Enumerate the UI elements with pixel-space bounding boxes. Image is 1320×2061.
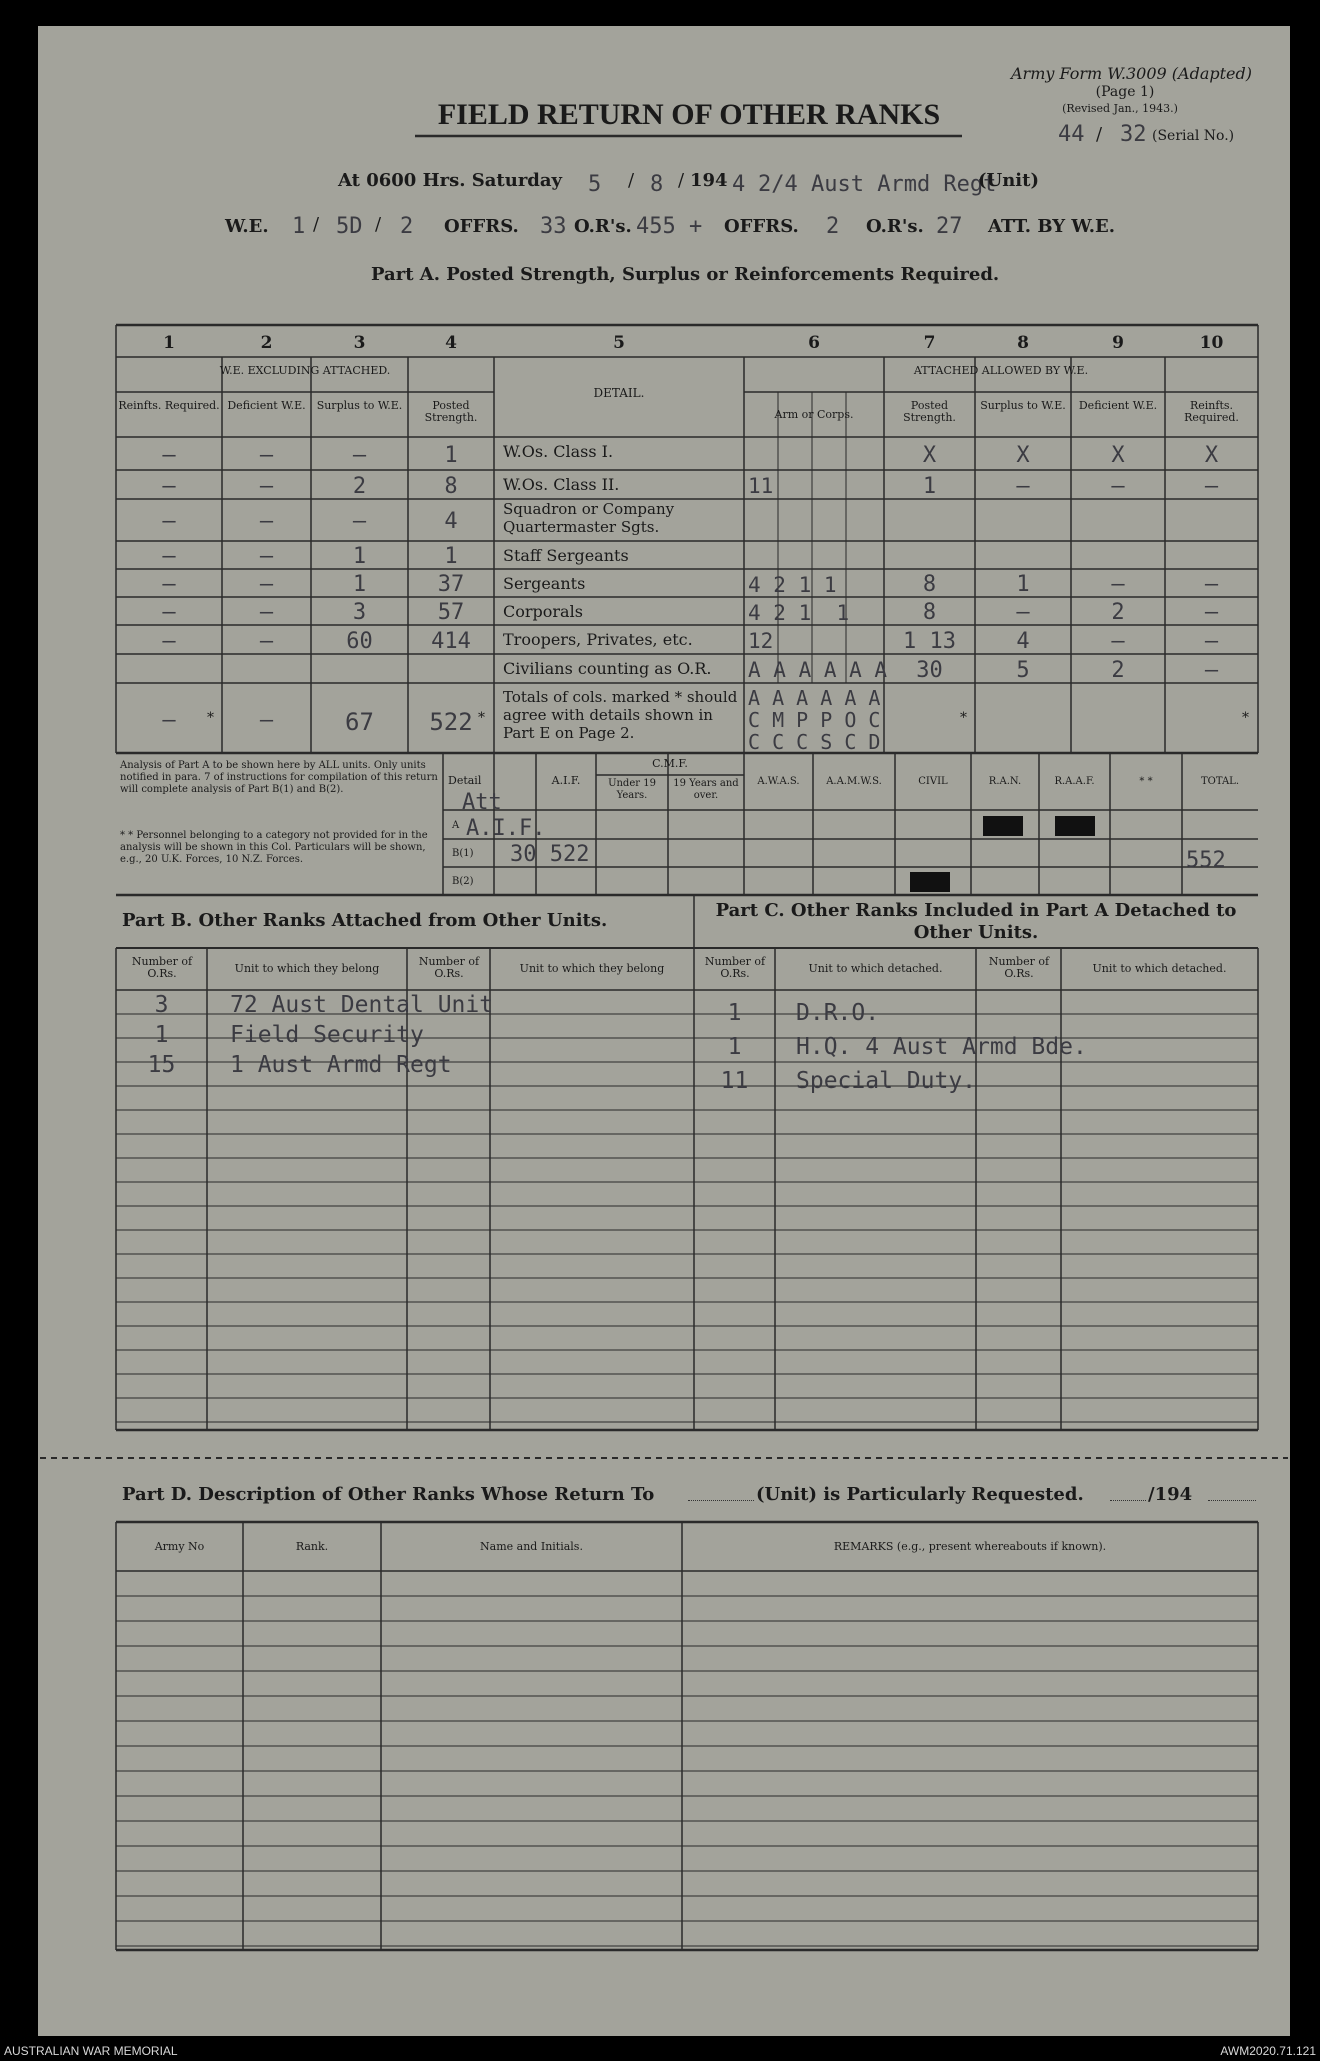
row-6-c9: –: [1111, 629, 1125, 654]
arm-corps-header: Arm or Corps.: [774, 408, 854, 421]
part-d-unit-blank[interactable]: [688, 1500, 754, 1501]
row-5-c4: 57: [437, 600, 465, 625]
arm-code-line-2: C C C S C D: [748, 730, 881, 754]
at-label: At 0600 Hrs. Saturday: [338, 170, 563, 191]
analysis-row-a: A: [452, 820, 460, 831]
row-3-c3: 1: [352, 544, 367, 569]
row-3-c4: 1: [444, 544, 458, 569]
b-row-1-unit: Field Security: [230, 1022, 424, 1048]
b-num-hdr-1: Number of O.Rs.: [131, 955, 193, 980]
row-6-c10: –: [1204, 629, 1219, 654]
row-2-c3: –: [352, 509, 367, 534]
form-title: FIELD RETURN OF OTHER RANKS: [437, 98, 941, 131]
row-0-c9: X: [1111, 443, 1125, 468]
row-0-c10: X: [1204, 443, 1219, 468]
form-revision: (Revised Jan., 1943.): [1062, 102, 1178, 115]
analysis-row-b2: B(2): [452, 876, 474, 887]
offrs-label: OFFRS.: [444, 216, 519, 237]
d-col-name: Name and Initials.: [480, 1540, 583, 1553]
group-left-header: W.E. EXCLUDING ATTACHED.: [219, 364, 391, 377]
c-row-2-unit: Special Duty.: [796, 1068, 977, 1094]
left-subhdr-1: Deficient W.E.: [227, 399, 306, 412]
row-5-c7: 8: [922, 600, 937, 625]
archive-footer: [0, 2040, 1320, 2061]
row-0-c1: –: [162, 443, 176, 468]
analysis-detail: Detail: [448, 774, 482, 787]
row-label-7: Civilians counting as O.R.: [503, 659, 712, 678]
col-num-7: 7: [923, 333, 936, 353]
row-4-c3: 1: [352, 572, 367, 597]
row-6-c2: –: [259, 629, 274, 654]
day-value: 5: [588, 172, 602, 197]
row-5-c8: –: [1016, 600, 1030, 625]
c-row-0-num: 1: [727, 1000, 742, 1026]
d-col-rank: Rank.: [295, 1540, 329, 1553]
typed-b1: 30 522: [510, 842, 590, 867]
we-a: 1: [292, 214, 306, 239]
analysis-note2: * * Personnel belonging to a category not provided for in the analysis will be shown in this Col. Particulars will be shown, e.g., 20 U.K. Forces, 10 N.Z. Forces.: [120, 830, 428, 865]
c-unit-hdr-2: Unit to which detached.: [1092, 962, 1227, 975]
row-5-c10: –: [1204, 600, 1219, 625]
row-label-5: Corporals: [503, 602, 583, 621]
ors2-value: 27: [936, 214, 963, 239]
row-1-c1: –: [162, 474, 176, 499]
right-subhdr-2: Deficient W.E.: [1078, 399, 1158, 412]
att-label: ATT. BY W.E.: [988, 216, 1116, 237]
row-7-c8: 5: [1016, 658, 1030, 683]
analysis-ran: R.A.N.: [988, 776, 1022, 787]
col-num-4: 4: [445, 333, 457, 353]
typed-aif: A.I.F.: [466, 816, 546, 841]
total-c3: 67: [345, 708, 374, 736]
row-4-arm: 4 2 1 1: [748, 573, 837, 597]
row-5-c3: 3: [352, 600, 367, 625]
col-num-5: 5: [613, 333, 625, 353]
analysis-stars: * *: [1139, 776, 1153, 787]
row-label-1: W.Os. Class II.: [503, 475, 620, 494]
row-1-c7: 1: [922, 474, 937, 499]
analysis-cmf: C.M.F.: [652, 757, 688, 770]
group-right-header: ATTACHED ALLOWED BY W.E.: [913, 364, 1089, 377]
col-num-9: 9: [1112, 333, 1124, 353]
row-label-0: W.Os. Class I.: [503, 442, 614, 461]
row-5-c9: 2: [1111, 600, 1125, 625]
row-3-c2: –: [259, 544, 274, 569]
part-d-year-blank: [1208, 1500, 1256, 1501]
c-row-2-num: 11: [720, 1068, 749, 1094]
d-col-armyno: Army No: [154, 1540, 205, 1553]
c-num-hdr-1: Number of O.Rs.: [704, 955, 766, 980]
row-4-c2: –: [259, 572, 274, 597]
col-num-10: 10: [1199, 333, 1224, 353]
offrs-value: 33: [540, 214, 567, 239]
part-b-title: Part B. Other Ranks Attached from Other Units.: [122, 910, 608, 931]
total-c2: –: [259, 708, 274, 733]
row-7-c7: 30: [916, 658, 943, 683]
analysis-note: Analysis of Part A to be shown here by ALL units. Only units notified in para. 7 of instructions for compilation of this return will complete analysis of Part B(1) and B(2).: [120, 760, 438, 795]
footer-left: AUSTRALIAN WAR MEMORIAL: [4, 2044, 178, 2058]
row-label-4: Sergeants: [503, 574, 586, 593]
we-b: 5D: [336, 214, 363, 239]
row-7-c9: 2: [1111, 658, 1125, 683]
c-row-1-num: 1: [727, 1034, 742, 1060]
arm-code-line-1: C M P P O C: [748, 708, 881, 732]
b-row-2-num: 15: [147, 1052, 176, 1078]
row-0-c2: –: [259, 443, 274, 468]
total-c1: –: [162, 708, 176, 733]
row-6-c4: 414: [431, 629, 471, 654]
analysis-aif: A.I.F.: [551, 774, 581, 787]
row-6-c1: –: [162, 629, 176, 654]
b-row-1-num: 1: [154, 1022, 169, 1048]
unit-value: 2/4 Aust Armd Regt: [758, 172, 997, 197]
year-digit: 4: [732, 172, 746, 197]
b-unit-hdr-2: Unit to which they belong: [519, 962, 665, 975]
row-6-c8: 4: [1016, 629, 1030, 654]
footer-right: AWM2020.71.121: [1220, 2044, 1316, 2058]
row-1-c10: –: [1204, 474, 1219, 499]
row-0-c4: 1: [444, 443, 458, 468]
left-subhdr-0: Reinfts. Required.: [118, 399, 220, 412]
d-col-remarks: REMARKS (e.g., present whereabouts if known).: [833, 1540, 1107, 1553]
total-c4: 522: [429, 708, 473, 736]
offrs2-value: 2: [826, 214, 840, 239]
analysis-under19: Under 19 Years.: [608, 778, 656, 801]
col-num-8: 8: [1017, 333, 1029, 353]
analysis-awas: A.W.A.S.: [757, 776, 800, 787]
right-subhdr-1: Surplus to W.E.: [980, 399, 1066, 412]
ors-label: O.R's.: [574, 216, 632, 237]
col-num-2: 2: [260, 333, 273, 353]
unit-label: (Unit): [978, 170, 1039, 191]
analysis-total: TOTAL.: [1200, 776, 1240, 787]
row-1-c8: –: [1016, 474, 1030, 499]
row-0-c8: X: [1016, 443, 1030, 468]
we-c: 2: [400, 214, 414, 239]
part-c-title: Part C. Other Ranks Included in Part A Detached to Other Units.: [715, 900, 1237, 943]
b-row-0-unit: 72 Aust Dental Unit: [230, 992, 494, 1018]
row-0-c3: –: [352, 443, 367, 468]
serial-a: 44: [1058, 122, 1085, 147]
row-7-arm: A A A A A A: [748, 658, 888, 682]
row-1-c4: 8: [444, 474, 458, 499]
form-page: (Page 1): [1095, 84, 1155, 100]
row-1-c9: –: [1111, 474, 1125, 499]
b-num-hdr-2: Number of O.Rs.: [418, 955, 480, 980]
row-4-c9: –: [1111, 572, 1125, 597]
left-subhdr-3: Posted Strength.: [424, 399, 478, 424]
row-2-c2: –: [259, 509, 274, 534]
analysis-civil: CIVIL: [918, 776, 948, 787]
row-3-c1: –: [162, 544, 176, 569]
b-row-0-num: 3: [154, 992, 169, 1018]
row-2-c1: –: [162, 509, 176, 534]
serial-b: 32: [1120, 122, 1147, 147]
row-5-arm: 4 2 1 1: [748, 601, 850, 625]
totals-label: Totals of cols. marked * should agree with details shown in Part E on Page 2.: [503, 688, 738, 742]
year-prefix: 194: [690, 170, 728, 191]
row-2-c4: 4: [444, 509, 458, 534]
row-4-c8: 1: [1016, 572, 1030, 597]
col-num-1: 1: [163, 333, 175, 353]
col-num-6: 6: [808, 333, 820, 353]
row-6-arm: 12: [748, 629, 774, 653]
row-label-3: Staff Sergeants: [503, 546, 629, 565]
row-0-c7: X: [922, 443, 937, 468]
row-label-6: Troopers, Privates, etc.: [503, 630, 693, 649]
row-5-c2: –: [259, 600, 274, 625]
typed-total: 552: [1186, 848, 1226, 873]
b-unit-hdr-1: Unit to which they belong: [234, 962, 380, 975]
row-6-c7: 1 13: [903, 629, 956, 654]
row-4-c1: –: [162, 572, 176, 597]
row-6-c3: 60: [346, 629, 373, 654]
row-4-c4: 37: [437, 572, 465, 597]
row-4-c10: –: [1204, 572, 1219, 597]
detail-header: DETAIL.: [593, 386, 645, 400]
analysis-raaf: R.A.A.F.: [1054, 776, 1095, 787]
part-a-title: Part A. Posted Strength, Surplus or Reinforcements Required.: [371, 264, 1000, 285]
b-row-2-unit: 1 Aust Armd Regt: [230, 1052, 452, 1078]
part-d-date-blank[interactable]: [1110, 1500, 1146, 1501]
row-1-arm: 11: [748, 474, 774, 498]
ors-value: 455 +: [636, 214, 703, 239]
row-7-c10: –: [1204, 658, 1219, 683]
row-label-2: Squadron or Company Quartermaster Sgts.: [503, 500, 675, 536]
c-row-1-unit: H.Q. 4 Aust Armd Bde.: [796, 1034, 1087, 1060]
part-d-title-c: /194: [1148, 1484, 1193, 1505]
form-number: Army Form W.3009 (Adapted): [1010, 64, 1252, 83]
we-label: W.E.: [225, 216, 269, 237]
month-value: 8: [650, 172, 664, 197]
left-subhdr-2: Surplus to W.E.: [316, 399, 403, 412]
row-1-c2: –: [259, 474, 274, 499]
typed-att: Att: [462, 790, 502, 815]
offrs2-label: OFFRS.: [724, 216, 799, 237]
row-5-c1: –: [162, 600, 176, 625]
c-unit-hdr-1: Unit to which detached.: [808, 962, 943, 975]
part-d-title-b: (Unit) is Particularly Requested.: [756, 1484, 1084, 1505]
analysis-over19: 19 Years and over.: [673, 778, 739, 801]
row-4-c7: 8: [922, 572, 937, 597]
serial-label: (Serial No.): [1152, 128, 1235, 144]
right-subhdr-0: Posted Strength.: [903, 399, 956, 424]
arm-code-line-0: A A A A A A: [748, 686, 881, 710]
c-num-hdr-2: Number of O.Rs.: [988, 955, 1050, 980]
analysis-row-b1: B(1): [452, 848, 474, 859]
ors2-label: O.R's.: [866, 216, 924, 237]
c-row-0-unit: D.R.O.: [796, 1000, 880, 1026]
analysis-aamws: A.A.M.W.S.: [826, 776, 882, 787]
total-star: *: [478, 710, 485, 726]
row-1-c3: 2: [352, 474, 367, 499]
col-num-3: 3: [353, 333, 366, 353]
right-subhdr-3: Reinfts. Required.: [1184, 399, 1239, 424]
part-d-title-a: Part D. Description of Other Ranks Whose Return To: [122, 1484, 655, 1505]
